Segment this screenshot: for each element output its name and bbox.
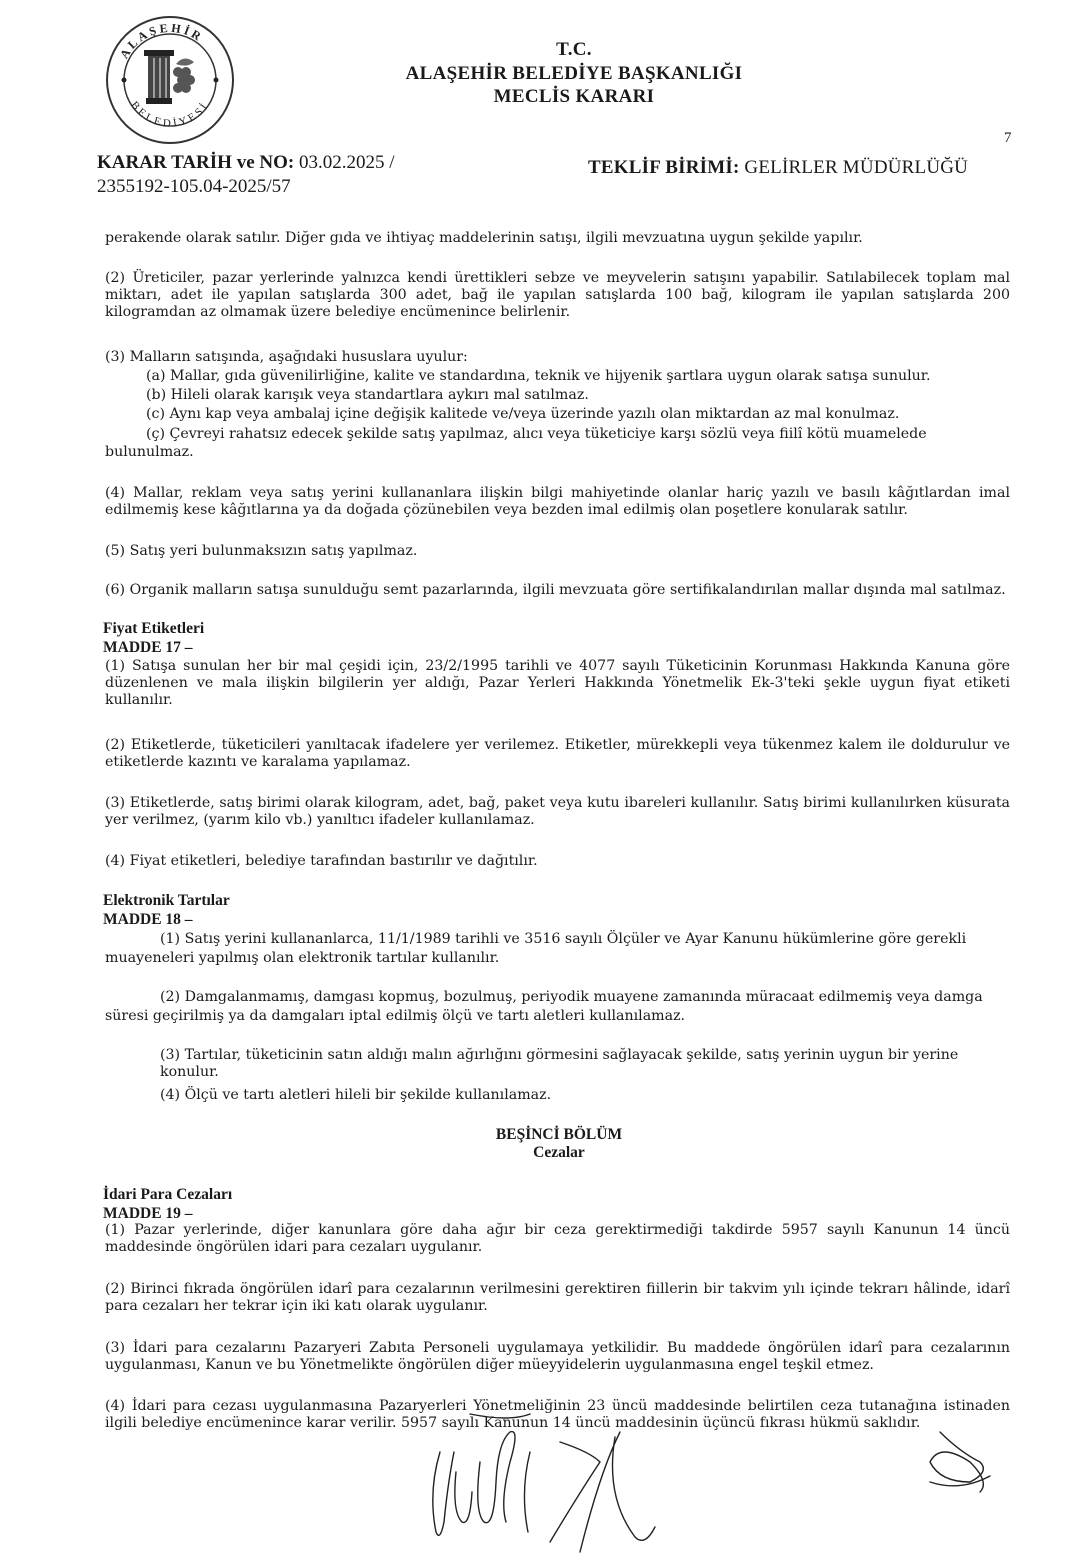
header-tc: T.C.	[556, 39, 592, 60]
article-17-p2: (2) Etiketlerde, tüketicileri yanıltacak ifadelere yer verilemez. Etiketler, mürekkepli veya tükenmez kalem ile doldurulur ve etiketlerde kazıntı ve karalama yapılamaz.	[105, 737, 1010, 770]
article-17-title: Fiyat Etiketleri	[103, 620, 205, 637]
paragraph-3d-line1: (ç) Çevreyi rahatsız edecek şekilde satış yapılmaz, alıcı veya tüketiciye karşı sözlü veya fiilî kötü muamelede	[146, 426, 927, 442]
article-18-p1-line1: (1) Satış yerini kullananlarca, 11/1/1989 tarihli ve 3516 sayılı Ölçüler ve Ayar Kanunu hükümlerine göre gerekli	[160, 931, 967, 947]
paragraph-3a: (a) Mallar, gıda güvenilirliğine, kalite ve standardına, teknik ve hijyenik şartlara uygun olarak satışa sunulur.	[146, 368, 931, 384]
article-18-p1-line2: muayeneleri yapılmış olan elektronik tartılar kullanılır.	[105, 950, 500, 966]
teklif-birimi	[588, 157, 968, 179]
article-18-p3: (3) Tartılar, tüketicinin satın aldığı malın ağırlığını görmesini sağlayacak şekilde, satış yerinin uygun bir yerine konulur.	[160, 1047, 959, 1080]
article-19-p2: (2) Birinci fıkrada öngörülen idarî para cezalarının verilmesini gerektiren fiillerin bir takvim yılı içinde tekrarı hâlinde, idarî para cezaları her tekrar için iki katı olarak uygulanır.	[105, 1281, 1010, 1314]
article-18-heading: MADDE 18 –	[103, 911, 193, 928]
karar-date: 03.02.2025 /	[294, 152, 395, 173]
article-17-heading: MADDE 17 –	[103, 639, 193, 656]
article-18-title: Elektronik Tartılar	[103, 892, 230, 909]
paragraph-2: (2) Üreticiler, pazar yerlerinde yalnızca kendi ürettikleri sebze ve meyvelerin satışını yapabilir. Satılabilecek toplam mal miktarı, adet ile yapılan satışlarda 300 adet, bağ ile yapılan satışlarda 100 bağ, kilogram ile yapılan satışlarda 200 kilogramdan az olmamak üzere belediye encümenince belirlenir.	[105, 270, 1010, 320]
karar-number: 2355192-105.04-2025/57	[97, 176, 291, 197]
article-19-heading: MADDE 19 –	[103, 1205, 193, 1222]
paragraph-5: (5) Satış yeri bulunmaksızın satış yapılmaz.	[105, 543, 418, 559]
svg-text:BELEDİYESİ: BELEDİYESİ	[128, 99, 212, 130]
teklif-label: TEKLİF BİRİMİ:	[588, 157, 740, 178]
article-18-p2-line1: (2) Damgalanmamış, damgası kopmuş, bozulmuş, periyodik muayene zamanında müracaat edilmemiş veya damga	[160, 989, 983, 1005]
article-18-p4: (4) Ölçü ve tartı aletleri hileli bir şekilde kullanılamaz.	[160, 1087, 552, 1103]
page-number: 7	[1004, 130, 1012, 146]
header-municipality: ALAŞEHİR BELEDİYE BAŞKANLIĞI	[405, 63, 743, 84]
svg-text:ALAŞEHİR: ALAŞEHİR	[116, 20, 207, 61]
karar-label: KARAR TARİH ve NO:	[97, 152, 295, 173]
paragraph-3b: (b) Hileli olarak karışık veya standartlara aykırı mal satılmaz.	[146, 387, 589, 403]
article-17-p4: (4) Fiyat etiketleri, belediye tarafından bastırılır ve dağıtılır.	[105, 853, 538, 869]
article-19-p3: (3) İdari para cezalarını Pazaryeri Zabıta Personeli uygulamaya yetkilidir. Bu maddede öngörülen idarî para cezalarının uygulanması, Kanun ve bu Yönetmelikte öngörülen diğer müeyyidelerin uygulanmasına engel teşkil etmez.	[105, 1340, 1010, 1373]
paragraph-3c: (c) Aynı kap veya ambalaj içine değişik kalitede ve/veya üzerinde yazılı olan miktardan az mal konulmaz.	[146, 406, 900, 422]
paragraph-6: (6) Organik malların satışa sunulduğu semt pazarlarında, ilgili mevzuata göre sertifikalandırılan mallar dışında mal satılmaz.	[105, 582, 1006, 598]
article-18-p2-line2: süresi geçirilmiş ya da damgaları iptal edilmiş ölçü ve tartı aletleri kullanılamaz.	[105, 1008, 686, 1024]
article-19-p4: (4) İdari para cezası uygulanmasına Pazaryerleri Yönetmeliğinin 23 üncü maddesinde belirtilen ceza tutanağına istinaden ilgili belediye encümenince karar verilir. 5957 sayılı Kanunun 14 üncü maddesinin üçüncü fıkrası hükmü saklıdır.	[105, 1398, 1010, 1431]
paragraph-3: (3) Malların satışında, aşağıdaki hususlara uyulur:	[105, 349, 468, 365]
section-subtitle: Cezalar	[533, 1144, 585, 1161]
header-decision-title: MECLİS KARARI	[493, 86, 655, 107]
paragraph-continued: perakende olarak satılır. Diğer gıda ve ihtiyaç maddelerinin satışı, ilgili mevzuatına uygun şekilde yapılır.	[105, 230, 863, 246]
article-19-title: İdari Para Cezaları	[103, 1186, 233, 1203]
karar-date-no	[97, 151, 395, 199]
article-17-p3: (3) Etiketlerde, satış birimi olarak kilogram, adet, bağ, paket veya kutu ibareleri kullanılır. Satış birimi kullanılırken küsurata yer verilmez, (yarım kilo vb.) yanıltıcı ifadeler kullanılamaz.	[105, 795, 1010, 828]
article-19-p1: (1) Pazar yerlerinde, diğer kanunlara göre daha ağır bir ceza gerektirmediği takdirde 5957 sayılı Kanunun 14 üncü maddesinde öngörülen idari para cezaları uygulanır.	[105, 1222, 1010, 1255]
paragraph-3d-line2: bulunulmaz.	[105, 444, 194, 460]
paragraph-4: (4) Mallar, reklam veya satış yerini kullananlara ilişkin bilgi mahiyetinde olanlar hariç yazılı ve basılı kâğıtlardan imal edilmemiş kese kâğıtlarına ya da doğada çözünebilen veya bezden imal edilmiş olan poşetlere konularak satılır.	[105, 485, 1010, 518]
article-17-p1: (1) Satışa sunulan her bir mal çeşidi için, 23/2/1995 tarihli ve 4077 sayılı Tüketicinin Korunması Hakkında Kanuna göre düzenlenen ve mala ilişkin bilgilerin yer aldığı, Pazar Yerleri Hakkında Yönetmelik Ek-3'teki şekle uygun fiyat etiketi kullanılır.	[105, 658, 1010, 708]
handwritten-signatures	[410, 1412, 1010, 1558]
section-title: BEŞİNCİ BÖLÜM	[495, 1126, 623, 1143]
teklif-value: GELİRLER MÜDÜRLÜĞÜ	[739, 157, 969, 178]
